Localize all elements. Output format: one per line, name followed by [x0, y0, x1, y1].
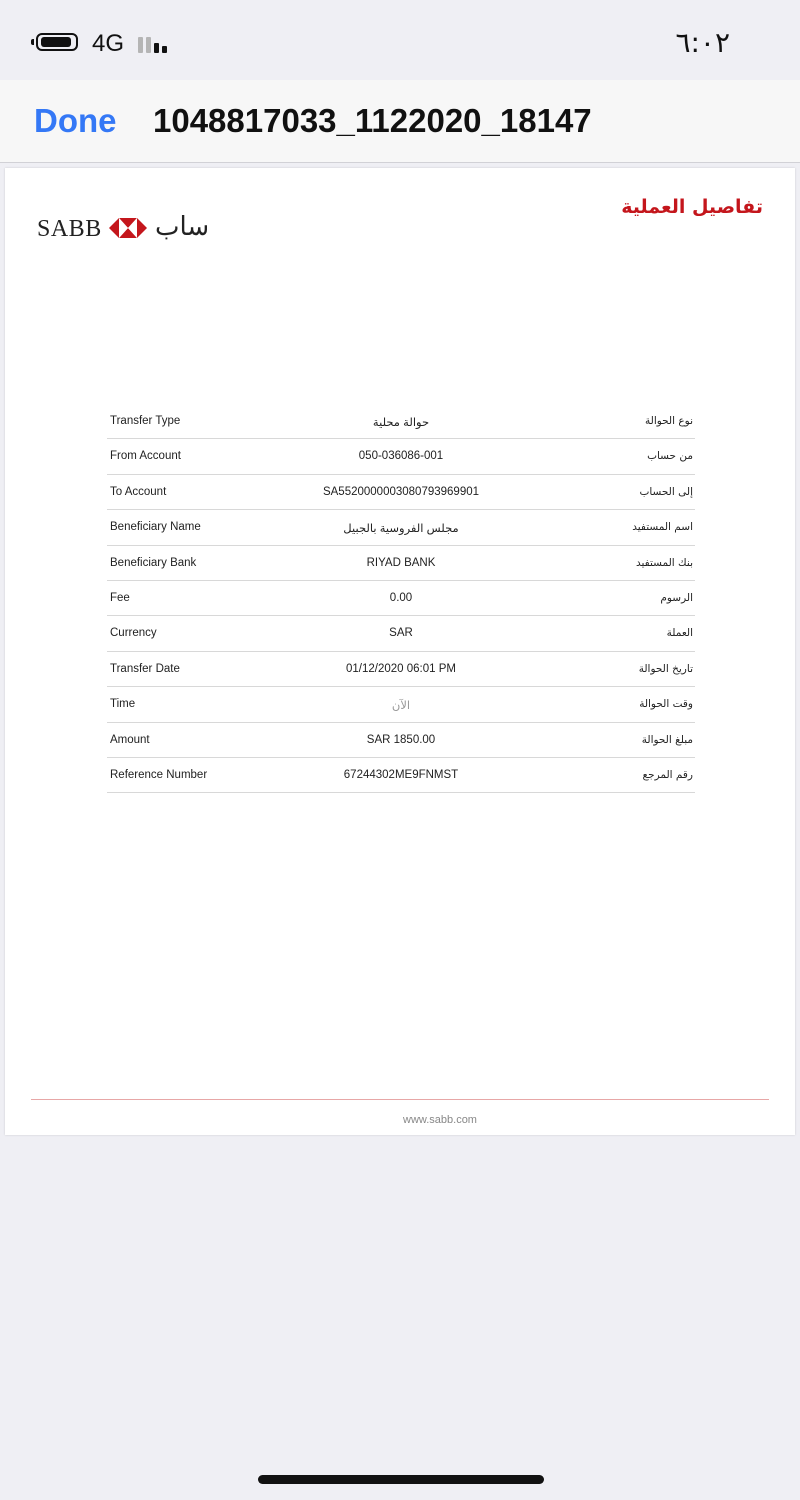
footer-url: www.sabb.com: [403, 1114, 477, 1126]
detail-label-ar: مبلغ الحوالة: [641, 733, 693, 746]
detail-label-ar: اسم المستفيد: [632, 521, 693, 534]
detail-value: 0.00: [389, 591, 413, 604]
detail-value: SAR 1850.00: [366, 733, 436, 746]
detail-label-ar: إلى الحساب: [639, 485, 693, 498]
detail-label-en: Beneficiary Name: [110, 521, 201, 534]
document-page[interactable]: [5, 168, 795, 1135]
detail-row: [107, 581, 695, 616]
detail-row: [107, 510, 695, 545]
detail-value: 050-036086-001: [358, 450, 444, 463]
detail-row: [107, 723, 695, 758]
detail-label-ar: تاريخ الحوالة: [638, 662, 693, 675]
network-type: 4G: [92, 30, 125, 57]
navigation-bar: [0, 80, 800, 163]
detail-row: [107, 546, 695, 581]
detail-label-en: Fee: [110, 591, 130, 604]
detail-row: [107, 404, 695, 439]
detail-label-en: To Account: [110, 485, 167, 498]
detail-label-en: Amount: [110, 733, 150, 746]
hexagon-logo-icon: [109, 218, 147, 238]
detail-label-en: Currency: [110, 627, 157, 640]
detail-label-en: Reference Number: [110, 768, 208, 781]
document-title: 1048817033_1122020_18147: [153, 102, 592, 139]
detail-label-ar: رقم المرجع: [642, 768, 693, 781]
detail-label-ar: وقت الحوالة: [639, 698, 693, 711]
detail-label-ar: نوع الحوالة: [644, 415, 693, 427]
status-time: ٦:٠٢: [675, 26, 730, 59]
detail-value: SA5520000003080793969901: [322, 485, 480, 498]
detail-row: [107, 475, 695, 510]
detail-row: [107, 758, 695, 793]
detail-row: [107, 616, 695, 651]
footer-divider: [31, 1099, 769, 1100]
detail-value: RIYAD BANK: [366, 556, 436, 569]
logo-text-ar: ساب: [155, 212, 210, 242]
detail-value: 67244302ME9FNMST: [343, 768, 459, 781]
detail-value: SAR: [389, 627, 413, 640]
detail-value: حوالة محلية: [372, 417, 430, 429]
detail-row: [107, 652, 695, 687]
detail-row: [107, 439, 695, 474]
signal-strength-icon: [138, 33, 178, 53]
detail-label-ar: من حساب: [647, 450, 693, 463]
detail-row: [107, 687, 695, 722]
detail-label-en: From Account: [110, 450, 181, 463]
detail-label-en: Beneficiary Bank: [110, 556, 197, 569]
detail-label-en: Transfer Date: [110, 662, 180, 675]
transfer-details-table: [107, 404, 695, 793]
detail-label-ar: الرسوم: [660, 591, 693, 604]
detail-label-en: Transfer Type: [110, 415, 181, 427]
logo-text-en: SABB: [37, 216, 102, 242]
status-bar: [0, 0, 800, 80]
detail-value: مجلس الفروسية بالجبيل: [343, 523, 459, 536]
detail-label-ar: العملة: [666, 627, 693, 640]
detail-label-en: Time: [110, 698, 136, 711]
done-button[interactable]: Done: [34, 102, 117, 139]
home-indicator[interactable]: [258, 1475, 544, 1484]
detail-label-ar: بنك المستفيد: [636, 556, 693, 569]
battery-icon: [36, 33, 78, 51]
transaction-details-heading: تفاصيل العملية: [621, 196, 763, 218]
detail-value: 01/12/2020 06:01 PM: [346, 662, 456, 675]
detail-value: الآن: [391, 700, 411, 713]
